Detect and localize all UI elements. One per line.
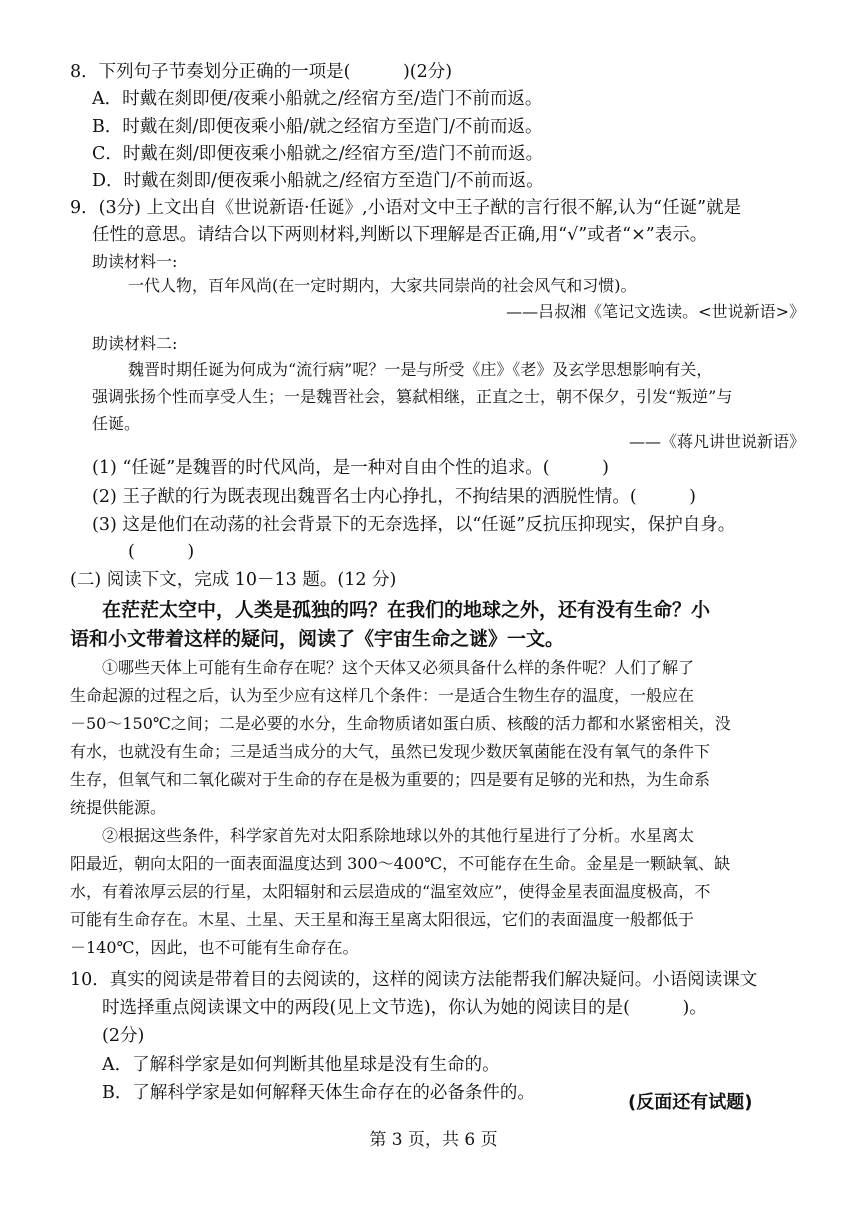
q9-material1-label: 助读材料一: [92,252,178,271]
passage-para2-line1: ②根据这些条件，科学家首先对太阳系除地球以外的其他行星进行了分析。水星离太 [102,826,695,845]
q8-option-c: C．时戴在剡/即便夜乘小船就之/经宿方至/造门不前而返。 [92,144,544,164]
passage-para1-line2: 生命起源的过程之后，认为至少应有这样几个条件：一是适合生物生存的温度，一般应在 [70,686,695,705]
continued-note: (反面还有试题) [628,1092,753,1113]
passage-para1-line6: 统提供能源。 [70,798,167,817]
q9-material1-text: 一代人物，百年风尚(在一定时期内，大家共同崇尚的社会风气和习惯)。 [128,276,637,295]
q9-material2-line1: 魏晋时期任诞为何成为“流行病”呢？一是与所受《庄》《老》及玄学思想影响有关， [128,360,713,379]
q8-option-b: B．时戴在剡/即便夜乘小船/就之经宿方至造门/不前而返。 [92,117,543,137]
q8-option-d: D．时戴在剡即/便夜乘小船就之/经宿方至造门/不前而返。 [92,171,544,191]
q9-material2-line3: 任诞。 [92,414,141,433]
q10-stem-line3: (2分) [102,1026,145,1046]
passage-para1-line4: 有水，也就没有生命；三是适当成分的大气，虽然已发现少数厌氧菌能在没有氧气的条件下 [70,742,711,761]
q9-material2-label: 助读材料二: [92,334,178,353]
q10-option-a: A．了解科学家是如何判断其他星球是没有生命的。 [102,1055,500,1075]
passage-para2-line4: 可能有生命存在。木星、土星、天王星和海王星离太阳很远，它们的表面温度一般都低于 [70,910,695,929]
passage-para2-line5: －140℃，因此，也不可能有生命存在。 [70,938,359,957]
passage-para2-line2: 阳最近，朝向太阳的一面表面温度达到 300～400℃，不可能存在生命。金星是一颗缺氧、缺 [70,854,731,873]
page-footer: 第 3 页，共 6 页 [369,1130,498,1150]
q10-stem-line1: 10．真实的阅读是带着目的去阅读的，这样的阅读方法能帮我们解决疑问。小语阅读课文 [70,970,758,990]
passage-para1-line3: －50～150℃之间；二是必要的水分，生命物质诸如蛋白质、核酸的活力都和水紧密相关，没 [70,714,731,733]
q8-stem: 8．下列句子节奏划分正确的一项是( )(2分) [70,62,453,82]
section2-heading: (二) 阅读下文，完成 10－13 题。(12 分) [70,570,397,590]
section2-intro-line2: 语和小文带着这样的疑问，阅读了《宇宙生命之谜》一文。 [70,628,565,650]
q10-stem-line2: 时选择重点阅读课文中的两段(见上文节选)，你认为她的阅读目的是( )。 [102,998,707,1018]
q9-material2-line2: 强调张扬个性而享受人生；一是魏晋社会，篡弑相继，正直之士，朝不保夕，引发“叛逆”与 [92,387,733,406]
q9-material1-source: ——吕叔湘《笔记文选读。<世说新语>》 [506,302,805,321]
q9-material2-source: ——《蒋凡讲世说新语》 [628,432,805,451]
q9-judgement-2: (2) 王子猷的行为既表现出魏晋名士内心挣扎，不拘结果的洒脱性情。( ) [92,487,697,507]
q9-judgement-3: (3) 这是他们在动荡的社会背景下的无奈选择，以“任诞”反抗压抑现实，保护自身。 [92,515,736,535]
passage-para1-line5: 生存，但氧气和二氧化碳对于生命的存在是极为重要的；四是要有足够的光和热，为生命系 [70,770,711,789]
q10-option-b: B．了解科学家是如何解释天体生命存在的必备条件的。 [102,1083,535,1103]
q9-stem-line1: 9．(3分) 上文出自《世说新语·任诞》,小语对文中王子猷的言行很不解,认为“任诞”就是 [70,198,742,218]
passage-para2-line3: 水，有着浓厚云层的行星，太阳辐射和云层造成的“温室效应”，使得金星表面温度极高，不 [70,882,711,901]
section2-intro-line1: 在茫茫太空中，人类是孤独的吗？在我们的地球之外，还有没有生命？小 [102,599,711,621]
q8-option-a: A．时戴在剡即便/夜乘小船就之/经宿方至/造门不前而返。 [92,89,543,109]
passage-para1-line1: ①哪些天体上可能有生命存在呢？这个天体又必须具备什么样的条件呢？人们了解了 [102,658,695,677]
q9-stem-line2: 任性的意思。请结合以下两则材料,判断以下理解是否正确,用“√”或者“×”表示。 [92,225,708,245]
q9-judgement-3-blank: ( ) [128,542,195,562]
q9-judgement-1: (1) “任诞”是魏晋的时代风尚，是一种对自由个性的追求。( ) [92,458,609,478]
